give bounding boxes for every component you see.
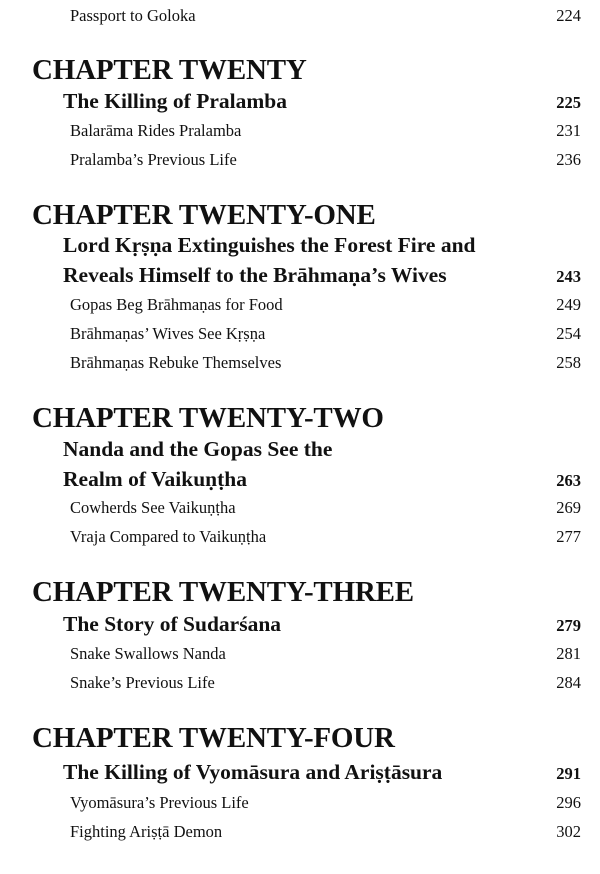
chapter-heading-page: 263 [556, 471, 581, 490]
toc-entry[interactable] [0, 295, 600, 314]
chapter-heading-line: The Killing of Pralamba [63, 89, 287, 113]
toc-entry-page: 302 [556, 822, 581, 841]
chapter-heading[interactable] [0, 466, 600, 491]
chapter-heading-page: 279 [556, 616, 581, 635]
toc-entry-title: Vraja Compared to Vaikuṇṭha [70, 527, 267, 546]
chapter-heading[interactable] [0, 232, 600, 257]
chapter-heading[interactable] [0, 262, 600, 287]
toc-entry[interactable] [0, 353, 600, 372]
chapter-title: CHAPTER TWENTY [32, 54, 307, 86]
chapter-heading-line: Realm of Vaikuṇṭha [63, 467, 247, 491]
toc-entry-page: 277 [556, 527, 581, 546]
toc-entry-page: 231 [556, 121, 581, 140]
chapter-heading[interactable] [0, 759, 600, 784]
toc-entry-page: 296 [556, 793, 581, 812]
toc-entry-title: Snake Swallows Nanda [70, 644, 226, 663]
toc-entry-title: Balarāma Rides Pralamba [70, 121, 242, 140]
chapter-heading[interactable] [0, 88, 600, 113]
toc-entry[interactable] [0, 822, 600, 841]
toc-entry[interactable] [0, 793, 600, 812]
chapter-heading[interactable] [0, 611, 600, 636]
toc-entry-title: Pralamba’s Previous Life [70, 150, 237, 169]
toc-entry-title: Snake’s Previous Life [70, 673, 215, 692]
toc-entry[interactable] [0, 150, 600, 169]
chapter-title: CHAPTER TWENTY-FOUR [32, 722, 395, 754]
toc-entry-title: Cowherds See Vaikuṇṭha [70, 498, 236, 517]
chapter-title: CHAPTER TWENTY-TWO [32, 402, 384, 434]
toc-entry-title: Brāhmaṇas Rebuke Themselves [70, 353, 282, 372]
toc-entry[interactable] [0, 673, 600, 692]
toc-entry[interactable] [0, 6, 600, 25]
toc-entry-page: 269 [556, 498, 581, 517]
chapter-heading-line: The Story of Sudarśana [63, 612, 282, 636]
chapter-heading-page: 243 [556, 267, 581, 286]
chapter-heading-line: The Killing of Vyomāsura and Ariṣṭāsura [63, 760, 443, 784]
toc-entry[interactable] [0, 527, 600, 546]
toc-entry-title: Brāhmaṇas’ Wives See Kṛṣṇa [70, 324, 266, 343]
toc-entry-page: 236 [556, 150, 581, 169]
chapter-heading-line: Lord Kṛṣṇa Extinguishes the Forest Fire and [63, 233, 476, 257]
toc-entry-page: 249 [556, 295, 581, 314]
toc-entry-page: 224 [556, 6, 581, 25]
toc-entry[interactable] [0, 498, 600, 517]
chapter-heading-line: Reveals Himself to the Brāhmaṇa’s Wives [63, 263, 447, 287]
toc-entry-title: Gopas Beg Brāhmaṇas for Food [70, 295, 283, 314]
chapter-heading-line: Nanda and the Gopas See the [63, 437, 333, 461]
toc-entry-page: 254 [556, 324, 581, 343]
toc-entry-title: Passport to Goloka [70, 6, 196, 25]
chapter-heading-page: 225 [556, 93, 581, 112]
chapter-heading-page: 291 [556, 764, 581, 783]
chapter-heading[interactable] [0, 436, 600, 461]
toc-entry[interactable] [0, 644, 600, 663]
toc-entry[interactable] [0, 324, 600, 343]
toc-entry-page: 281 [556, 644, 581, 663]
chapter-title: CHAPTER TWENTY-ONE [32, 199, 376, 231]
toc-entry-title: Fighting Ariṣṭā Demon [70, 822, 223, 841]
toc-entry-title: Vyomāsura’s Previous Life [70, 793, 249, 812]
toc-entry-page: 258 [556, 353, 581, 372]
chapter-title: CHAPTER TWENTY-THREE [32, 576, 414, 608]
toc-entry-page: 284 [556, 673, 581, 692]
toc-entry[interactable] [0, 121, 600, 140]
